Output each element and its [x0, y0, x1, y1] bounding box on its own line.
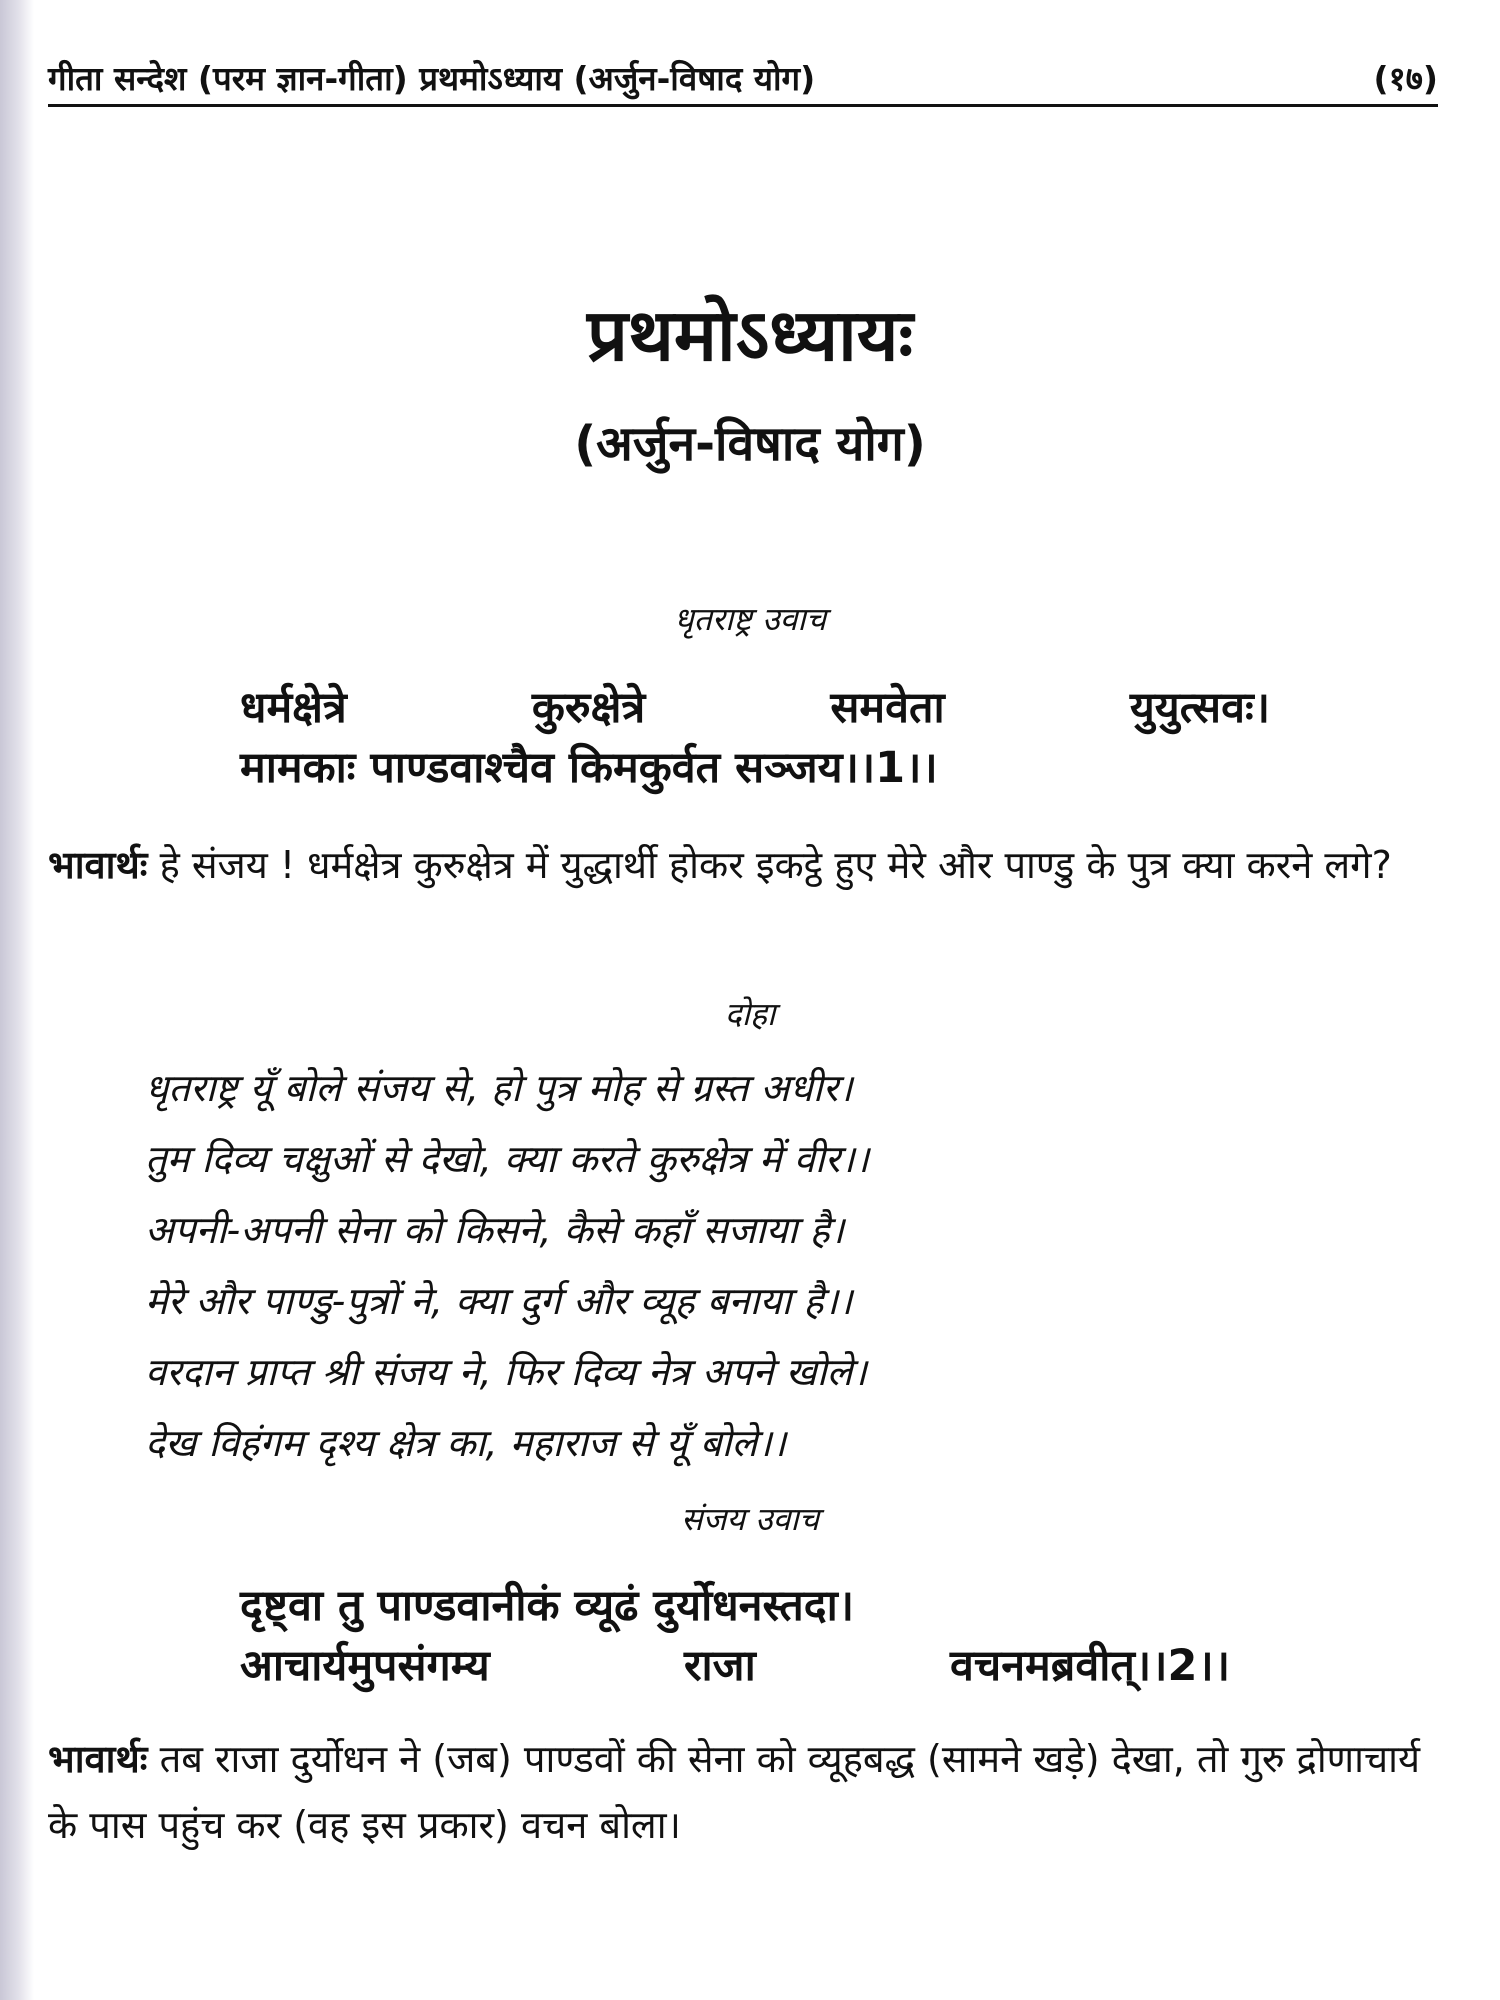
header-rule [48, 104, 1438, 107]
shloka-1-line-1 [240, 678, 1270, 738]
shloka-word: आचार्यमुपसंगम्य [240, 1641, 490, 1691]
speaker-dhritarashtra: धृतराष्ट्र उवाच [673, 600, 827, 638]
shloka-1 [240, 678, 1270, 798]
page-number: (१७) [1373, 58, 1438, 98]
doha-line: देख विहंगम दृश्य क्षेत्र का, महाराज से यूँ बोले।। [145, 1421, 787, 1465]
shloka-1-line-2: मामकाः पाण्डवाश्चैव किमकुर्वत सञ्जय।।1।। [240, 743, 938, 793]
doha-heading: दोहा [724, 995, 776, 1033]
doha-line: वरदान प्राप्त श्री संजय ने, फिर दिव्य नेत्र अपने खोले। [145, 1350, 867, 1394]
meaning-text: हे संजय ! धर्मक्षेत्र कुरुक्षेत्र में युद्धार्थी होकर इकट्ठे हुए मेरे और पाण्डु के पुत्र क्या करने लगे? [159, 843, 1392, 887]
shloka-word: धर्मक्षेत्रे [240, 683, 347, 733]
shloka-word: समवेता [830, 683, 945, 733]
shloka-word: वचनमब्रवीत्।।2।। [949, 1641, 1230, 1691]
running-header [48, 52, 1438, 102]
shloka-2 [240, 1576, 1270, 1696]
shloka-word: राजा [683, 1641, 756, 1691]
chapter-title: प्रथमोऽध्यायः [586, 293, 914, 377]
doha-verse [145, 1053, 1295, 1479]
shloka-2-line-2 [240, 1636, 1230, 1696]
meaning-label: भावार्थः [48, 843, 148, 887]
shloka-word: युयुत्सवः। [1129, 683, 1270, 733]
running-header-title: गीता सन्देश (परम ज्ञान-गीता) प्रथमोऽध्याय (अर्जुन-विषाद योग) [48, 58, 816, 98]
meaning-1 [48, 832, 1438, 898]
meaning-text: तब राजा दुर्योधन ने (जब) पाण्डवों की सेना को व्यूहबद्ध (सामने खड़े) देखा, तो गुरु द्रोणाचार्य के पास पहुंच कर (वह इस प्रकार) वचन बोला। [48, 1737, 1420, 1847]
doha-line: मेरे और पाण्डु-पुत्रों ने, क्या दुर्ग और व्यूह बनाया है।। [145, 1279, 853, 1323]
doha-line: तुम दिव्य चक्षुओं से देखो, क्या करते कुरुक्षेत्र में वीर।। [145, 1137, 870, 1181]
meaning-2 [48, 1726, 1438, 1858]
speaker-sanjaya: संजय उवाच [680, 1500, 820, 1538]
shloka-2-line-1: दृष्ट्वा तु पाण्डवानीकं व्यूढं दुर्योधनस्तदा। [240, 1581, 855, 1631]
meaning-label: भावार्थः [48, 1737, 148, 1781]
doha-line: अपनी-अपनी सेना को किसने, कैसे कहाँ सजाया है। [145, 1208, 845, 1252]
shloka-word: कुरुक्षेत्रे [531, 683, 646, 733]
chapter-subtitle: (अर्जुन-विषाद योग) [574, 416, 926, 472]
doha-line: धृतराष्ट्र यूँ बोले संजय से, हो पुत्र मोह से ग्रस्त अधीर। [145, 1066, 853, 1110]
